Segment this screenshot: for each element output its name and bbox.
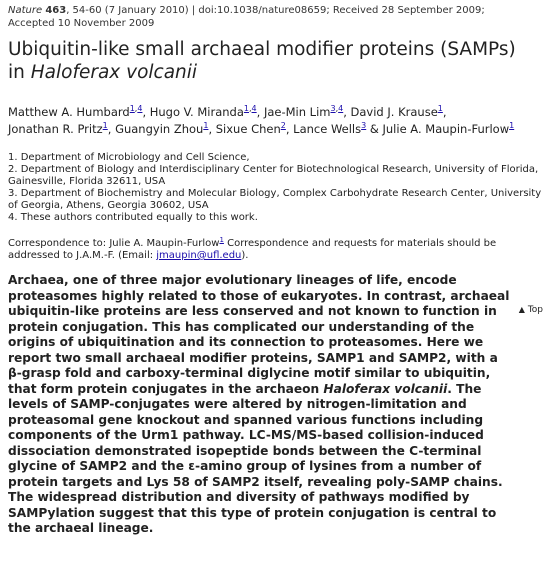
- author-name: Sixue Chen: [215, 122, 281, 136]
- author-affiliation-refs: 1,4: [243, 104, 257, 113]
- author-name: Hugo V. Miranda: [149, 105, 244, 119]
- author-affiliation-refs: [509, 121, 514, 130]
- author-separator: ,: [256, 105, 264, 119]
- affiliation-ref-link[interactable]: 2: [280, 121, 286, 130]
- correspondence: [8, 238, 548, 262]
- affiliation-item: 4. These authors contributed equally to this work.: [8, 212, 258, 223]
- affiliation-ref-link[interactable]: 1: [102, 121, 108, 130]
- correspondence-middle: Correspondence and requests for materials should be addressed to J.A.M.-F. (Email:: [8, 238, 497, 261]
- article-page: [8, 0, 548, 537]
- up-arrow-icon: ▲: [518, 305, 525, 314]
- author-name: Matthew A. Humbard: [8, 105, 130, 119]
- author-name: Guangyin Zhou: [115, 122, 204, 136]
- journal-volume: 463: [45, 5, 67, 16]
- abstract-organism: Haloferax volcanii: [323, 381, 448, 396]
- affiliation-list: [8, 152, 548, 224]
- email-link[interactable]: jmaupin@ufl.edu: [156, 250, 242, 261]
- author-name: Lance Wells: [293, 122, 362, 136]
- affiliation-ref-link[interactable]: 1: [203, 121, 209, 130]
- affiliation-item: 3. Department of Biochemistry and Molecular Biology, Complex Carbohydrate Research Center, University of Georgia, Athens, Georgia 30602, USA: [8, 188, 542, 211]
- author-affiliation-refs: 3,4: [330, 104, 344, 113]
- back-to-top-label: Top: [527, 305, 543, 315]
- author-name: Jae-Min Lim: [263, 105, 331, 119]
- author-list: [8, 104, 548, 138]
- author-separator: ,: [343, 105, 351, 119]
- article-title: [8, 38, 548, 84]
- author-name: Jonathan R. Pritz: [8, 122, 103, 136]
- affiliation-ref-link[interactable]: 3: [330, 104, 336, 113]
- citation-meta: [8, 4, 548, 30]
- title-organism: Haloferax volcanii: [30, 62, 198, 83]
- affiliation-ref-link[interactable]: 1: [129, 104, 135, 113]
- accepted-date: Accepted 10 November 2009: [8, 18, 155, 29]
- author-separator: ,: [208, 122, 216, 136]
- affiliation-ref-link[interactable]: 3: [361, 121, 367, 130]
- journal-name: Nature: [8, 5, 43, 16]
- affiliation-ref-link[interactable]: 4: [251, 104, 257, 113]
- correspondence-suffix: ).: [241, 250, 249, 261]
- back-to-top-link[interactable]: [519, 305, 543, 315]
- abstract-part2: . The levels of SAMP-conjugates were altered by nitrogen-limitation and proteasomal gene knockout and spanned various functions including components of the Urm1 pathway. LC-MS/MS-based collision-induced dissociation demonstrated isopeptide bonds between the C-terminal glycine of SAMP2 and the ε-amino group of lysines from a number of protein targets and Lys 58 of SAMP2 itself, revealing poly-SAMP chains. The widespread distribution and diversity of pathways modified by SAMPylation suggest that this type of protein conjugation is central to the archaeal lineage.: [8, 381, 503, 535]
- affiliation-ref-link[interactable]: 4: [137, 104, 143, 113]
- title-part1: Ubiquitin-like small archaeal modifier proteins (SAMPs): [8, 39, 516, 60]
- correspondence-prefix: Correspondence to: Julie A. Maupin-Furlow: [8, 238, 220, 249]
- author-name: David J. Krause: [350, 105, 438, 119]
- author-separator: ,: [285, 122, 294, 136]
- author-separator: &: [366, 122, 383, 136]
- title-part2: in: [8, 62, 31, 83]
- affiliation-ref-link[interactable]: 1: [509, 121, 515, 130]
- abstract-part1: Archaea, one of three major evolutionary lineages of life, encode proteasomes highly related to those of eukaryotes. In contrast, archaeal ubiquitin-like proteins are less conserved and not known to function in protein conjugation. This has complicated our understanding of the origins of ubiquitination and its connection to proteasomes. Here we report two small archaeal modifier proteins, SAMP1 and SAMP2, with a β-grasp fold and carboxy-terminal diglycine motif similar to ubiquitin, that form protein conjugates in the archaeon: [8, 273, 510, 396]
- correspondence-ref-link[interactable]: 1: [219, 236, 224, 244]
- author-separator: ,: [107, 122, 116, 136]
- author-separator: ,: [142, 105, 150, 119]
- affiliation-ref-link[interactable]: 1: [437, 104, 443, 113]
- affiliation-item: 1. Department of Microbiology and Cell Science,: [8, 152, 250, 163]
- affiliation-ref-link[interactable]: 1: [243, 104, 249, 113]
- author-affiliation-refs: 1,4: [129, 104, 143, 113]
- affiliation-ref-link[interactable]: 4: [338, 104, 344, 113]
- author-separator: ,: [442, 105, 447, 119]
- affiliation-item: 2. Department of Biology and Interdisciplinary Center for Biotechnological Research, University of Florida, Gainesville, Florida 32611, USA: [8, 164, 539, 187]
- citation-details: , 54-60 (7 January 2010) | doi:10.1038/nature08659; Received 28 September 2009;: [66, 5, 485, 16]
- author-name: Julie A. Maupin-Furlow: [382, 122, 510, 136]
- abstract: [8, 273, 513, 537]
